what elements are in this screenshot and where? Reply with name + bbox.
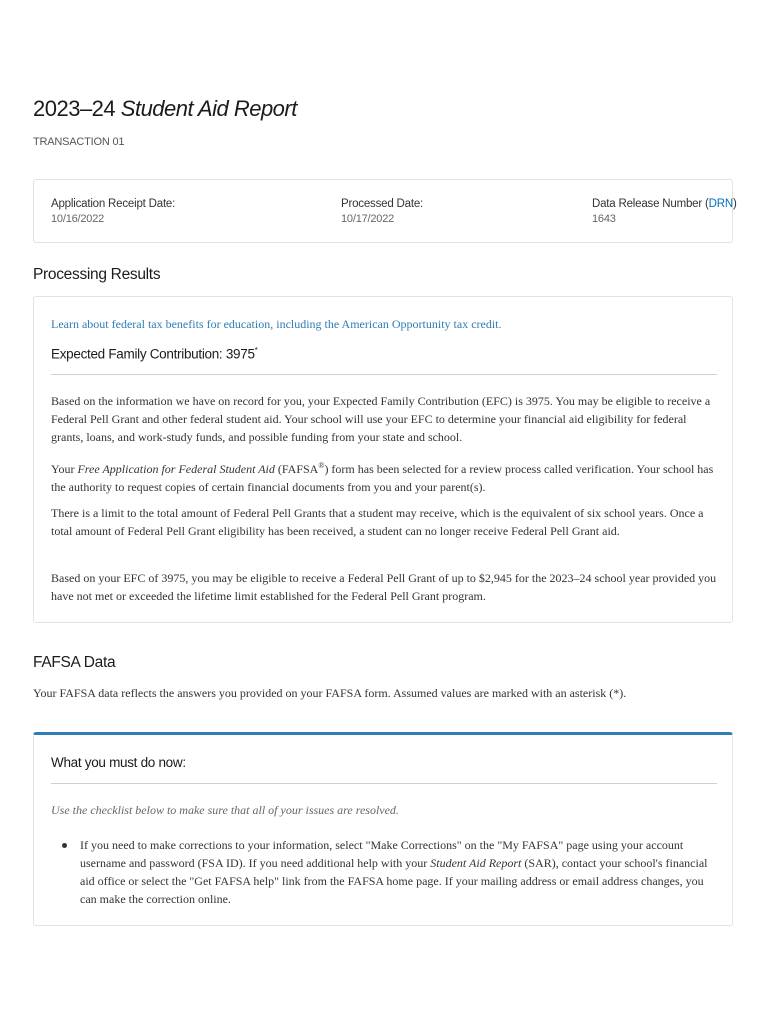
transaction-number: TRANSACTION 01 — [33, 136, 125, 148]
pell-eligibility-paragraph: Based on your EFC of 3975, you may be eligible to receive a Federal Pell Grant of up to $2,945 for the 2023–24 school year provided you have not met or exceeded the lifetime limit established for the Federal Pell Grant program. — [51, 571, 717, 603]
drn-link[interactable]: DRN — [708, 198, 733, 210]
receipt-date-value: 10/16/2022 — [51, 213, 105, 225]
corrections-text-rest: (SAR), contact your school's financial aid office or select the "Get FAFSA help" link from the FAFSA home page. If your mailing address or email address changes, you can make the correction online. — [80, 856, 708, 906]
processing-results-heading: Processing Results — [33, 266, 161, 283]
drn-value: 1643 — [592, 213, 616, 225]
checklist-note: Use the checklist below to make sure that all of your issues are resolved. — [51, 803, 399, 817]
tax-benefits-link[interactable]: Learn about federal tax benefits for education, including the American Opportunity tax credit. — [51, 317, 502, 331]
receipt-date-group — [51, 198, 175, 225]
processed-date-group — [341, 198, 423, 225]
fafsa-data-intro: Your FAFSA data reflects the answers you provided on your FAFSA form. Assumed values are marked with an asterisk (*). — [33, 686, 627, 700]
drn-label — [592, 198, 737, 210]
efc-title-text: Expected Family Contribution: 3975 — [51, 346, 255, 362]
pell-limit-paragraph: There is a limit to the total amount of Federal Pell Grants that a student may receive, which is the equivalent of six school years. Once a total amount of Federal Pell Grant eligibility has been received, a student can no longer receive Federal Pell Grant aid. — [51, 506, 704, 538]
efc-title — [51, 346, 258, 362]
efc-divider — [51, 374, 717, 375]
verification-fafsa: (FAFSA — [274, 462, 319, 476]
bullet-icon — [62, 843, 67, 848]
efc-asterisk: * — [254, 346, 258, 355]
processed-date-value: 10/17/2022 — [341, 213, 395, 225]
what-to-do-divider — [51, 783, 717, 784]
efc-paragraph: Based on the information we have on record for you, your Expected Family Contribution (EFC) is 3975. You may be eligible to receive a Federal Pell Grant and other federal student aid. Your school will use your EFC to determine your financial aid eligibility for federal grants, loans, and work-study funds, and possible funding from your state and school. — [51, 394, 711, 444]
fafsa-full-name: Free Application for Federal Student Aid — [77, 462, 275, 476]
registered-mark: ® — [318, 461, 325, 470]
verification-paragraph — [51, 457, 719, 496]
processing-results-card — [33, 296, 733, 623]
processed-date-label: Processed Date: — [341, 198, 424, 210]
drn-group — [592, 198, 737, 225]
fafsa-data-heading: FAFSA Data — [33, 654, 116, 671]
what-to-do-title: What you must do now: — [51, 755, 186, 770]
corrections-text-prefix: If you need to make corrections to your information, select "Make Corrections" on the "My FAFSA" page using your account username and password (FSA ID). If you need additional help with your — [80, 838, 684, 870]
what-to-do-card — [33, 732, 733, 926]
drn-label-suffix: ) — [732, 198, 737, 210]
todo-checklist — [51, 836, 711, 908]
title-year: 2023–24 — [33, 96, 116, 121]
report-meta-card — [33, 179, 737, 243]
receipt-date-label: Application Receipt Date: — [51, 198, 176, 210]
verification-prefix: Your — [51, 462, 78, 476]
verification-rest: ) form has been selected for a review process called verification. Your school has the authority to request copies of certain financial documents from you and your parent(s). — [51, 462, 714, 494]
page-title — [33, 96, 297, 122]
sar-name: Student Aid Report — [430, 856, 522, 870]
title-name: Student Aid Report — [120, 96, 297, 121]
drn-label-prefix: Data Release Number ( — [592, 198, 709, 210]
list-item — [51, 836, 711, 908]
